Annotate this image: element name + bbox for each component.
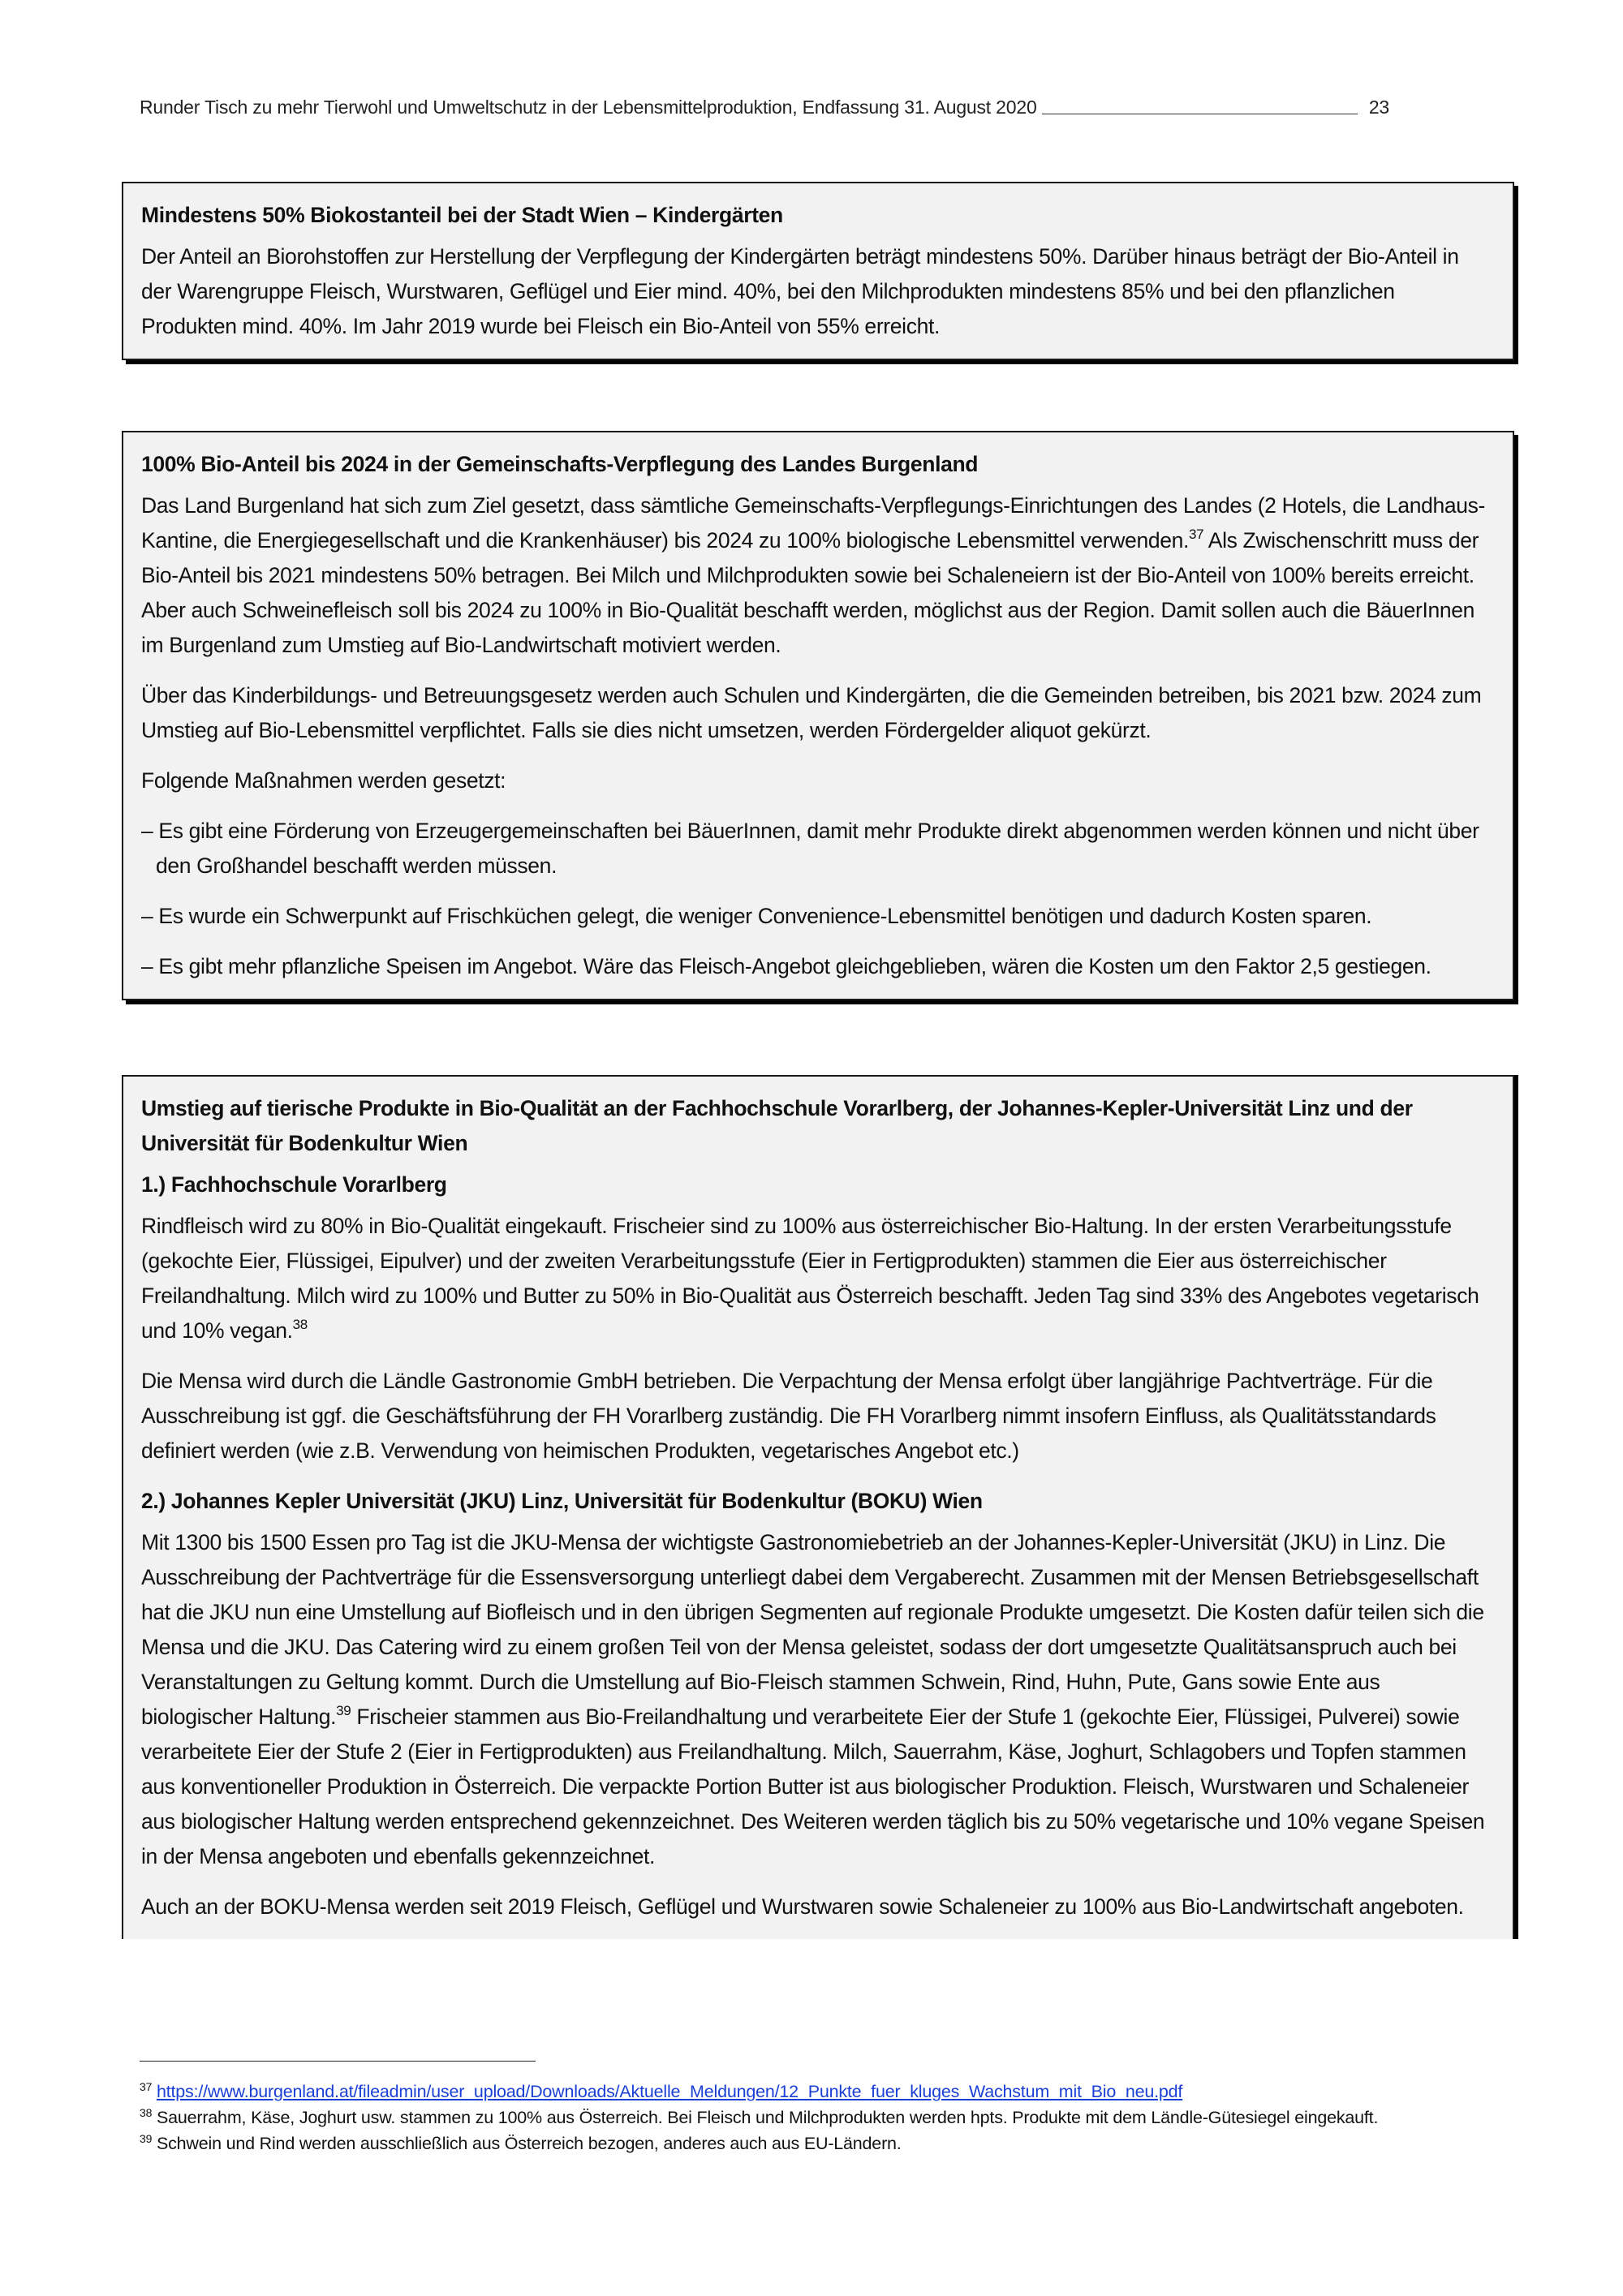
- footnote-ref[interactable]: 38: [292, 1317, 308, 1332]
- section-subheading: 1.) Fachhochschule Vorarlberg: [141, 1172, 447, 1197]
- section-subheading: 2.) Johannes Kepler Universität (JKU) Linz, Universität für Bodenkultur (BOKU) Wien: [141, 1489, 983, 1513]
- footnote-link[interactable]: https://www.burgenland.at/fileadmin/user_upload/Downloads/Aktuelle_Meldungen/12_Punkte_fuer_kluges_Wachstum_mit_Bio_neu.pdf: [156, 2082, 1183, 2101]
- info-box-universities: [122, 1075, 1514, 1939]
- page-header: [140, 91, 1389, 118]
- footnote-item: [140, 2079, 1519, 2105]
- footnote-text: Sauerrahm, Käse, Joghurt usw. stammen zu 100% aus Österreich. Bei Fleisch und Milchprodukten werden hpts. Produkte mit dem Ländle-Gütesiegel eingekauft.: [156, 2108, 1379, 2127]
- footnote-item: [140, 2105, 1519, 2130]
- box-paragraph: [141, 488, 1488, 663]
- footnote-item: [140, 2130, 1519, 2156]
- box-paragraph: Folgende Maßnahmen werden gesetzt:: [141, 768, 506, 793]
- box-paragraph: Über das Kinderbildungs- und Betreuungsgesetz werden auch Schulen und Kindergärten, die die Gemeinden betreiben, bis 2021 bzw. 2024 zum Umstieg auf Bio-Lebensmittel verpflichtet. Falls sie dies nicht umsetzen, werden Fördergelder aliquot gekürzt.: [141, 683, 1482, 742]
- footnotes: [140, 2079, 1519, 2156]
- footnote-text: Schwein und Rind werden ausschließlich aus Österreich bezogen, anderes auch aus EU-Ländern.: [156, 2134, 902, 2153]
- footnote-number: 38: [140, 2106, 153, 2119]
- list-item: – Es wurde ein Schwerpunkt auf Frischküchen gelegt, die weniger Convenience-Lebensmittel benötigen und dadurch Kosten sparen.: [141, 904, 1372, 928]
- paragraph-text: Als Zwischenschritt muss der Bio-Anteil bis 2021 mindestens 50% betragen. Bei Milch und Milchprodukten sowie bei Schaleneiern ist der Bio-Anteil von 100% bereits erreicht. Aber auch Schweinefleisch soll bis 2024 zu 100% in Bio-Qualität beschafft werden, möglichst aus der Region. Damit sollen auch die BäuerInnen im Burgenland zum Umstieg auf Bio-Landwirtschaft motiviert werden.: [141, 528, 1479, 657]
- box-paragraph: [141, 1209, 1488, 1348]
- box-paragraph: [141, 1525, 1488, 1874]
- box-paragraph: Auch an der BOKU-Mensa werden seit 2019 Fleisch, Geflügel und Wurstwaren sowie Schaleneier zu 100% aus Bio-Landwirtschaft angeboten.: [141, 1894, 1464, 1919]
- footnote-number: 39: [140, 2132, 153, 2145]
- info-box-burgenland: [122, 431, 1514, 1000]
- list-item: – Es gibt eine Förderung von Erzeugergemeinschaften bei BäuerInnen, damit mehr Produkte direkt abgenommen werden können und nicht über den Großhandel beschafft werden müssen.: [141, 819, 1479, 878]
- footnote-divider: [140, 2061, 536, 2062]
- footnote-ref[interactable]: 37: [1189, 527, 1204, 542]
- box-paragraph: Der Anteil an Biorohstoffen zur Herstellung der Verpflegung der Kindergärten beträgt mindestens 50%. Darüber hinaus beträgt der Bio-Anteil in der Warengruppe Fleisch, Wurstwaren, Geflügel und Eier mind. 40%, bei den Milchprodukten mindestens 85% und bei den pflanzlichen Produkten mind. 40%. Im Jahr 2019 wurde bei Fleisch ein Bio-Anteil von 55% erreicht.: [141, 244, 1459, 338]
- paragraph-text: Mit 1300 bis 1500 Essen pro Tag ist die JKU-Mensa der wichtigste Gastronomiebetrieb an der Johannes-Kepler-Universität (JKU) in Linz. Die Ausschreibung der Pachtverträge für die Essensversorgung unterliegt dabei dem Vergaberecht. Zusammen mit der Mensen Betriebsgesellschaft hat die JKU nun eine Umstellung auf Biofleisch und in den übrigen Segmenten auf regionale Produkte umgesetzt. Die Kosten dafür teilen sich die Mensa und die JKU. Das Catering wird zu einem großen Teil von der Mensa geleistet, sodass der dort umgesetzte Qualitätsanspruch auch bei Veranstaltungen zu Geltung kommt. Durch die Umstellung auf Bio-Fleisch stammen Schwein, Rind, Huhn, Pute, Gans sowie Ente aus biologischer Haltung.: [141, 1530, 1484, 1729]
- box-paragraph: Die Mensa wird durch die Ländle Gastronomie GmbH betrieben. Die Verpachtung der Mensa erfolgt über langjährige Pachtverträge. Für die Ausschreibung ist ggf. die Geschäftsführung der FH Vorarlberg zuständig. Die FH Vorarlberg nimmt insofern Einfluss, als Qualitätsstandards definiert werden (wie z.B. Verwendung von heimischen Produkten, vegetarisches Angebot etc.): [141, 1369, 1436, 1463]
- document-title: Runder Tisch zu mehr Tierwohl und Umweltschutz in der Lebensmittelproduktion, Endfassung 31. August 2020: [140, 97, 1037, 118]
- paragraph-text: Das Land Burgenland hat sich zum Ziel gesetzt, dass sämtliche Gemeinschafts-Verpflegungs-Einrichtungen des Landes (2 Hotels, die Landhaus-Kantine, die Energiegesellschaft und die Krankenhäuser) bis 2024 zu 100% biologische Lebensmittel verwenden.: [141, 493, 1486, 553]
- box-heading: Mindestens 50% Biokostanteil bei der Stadt Wien – Kindergärten: [141, 203, 783, 227]
- box-heading: Umstieg auf tierische Produkte in Bio-Qualität an der Fachhochschule Vorarlberg, der Johannes-Kepler-Universität Linz und der Universität für Bodenkultur Wien: [141, 1096, 1413, 1155]
- footnote-ref[interactable]: 39: [336, 1703, 351, 1718]
- paragraph-text: Rindfleisch wird zu 80% in Bio-Qualität eingekauft. Frischeier sind zu 100% aus österreichischer Bio-Haltung. In der ersten Verarbeitungsstufe (gekochte Eier, Flüssigei, Eipulver) und der zweiten Verarbeitungsstufe (Eier in Fertigprodukten) stammen die Eier aus österreichischer Freilandhaltung. Milch wird zu 100% und Butter zu 50% in Bio-Qualität aus Österreich beschafft. Jeden Tag sind 33% des Angebotes vegetarisch und 10% vegan.: [141, 1214, 1479, 1343]
- paragraph-text: Frischeier stammen aus Bio-Freilandhaltung und verarbeitete Eier der Stufe 1 (gekochte Eier, Flüssigei, Pulverei) sowie verarbeitete Eier der Stufe 2 (Eier in Fertigprodukten) aus Freilandhaltung. Milch, Sauerrahm, Käse, Joghurt, Schlagobers und Topfen stammen aus konventioneller Produktion in Österreich. Die verpackte Portion Butter ist aus biologischer Produktion. Fleisch, Wurstwaren und Schaleneier aus biologischer Haltung werden entsprechend gekennzeichnet. Des Weiteren werden täglich bis zu 50% vegetarische und 10% vegane Speisen in der Mensa angeboten und ebenfalls gekennzeichnet.: [141, 1705, 1485, 1868]
- list-item: – Es gibt mehr pflanzliche Speisen im Angebot. Wäre das Fleisch-Angebot gleichgeblieben, wären die Kosten um den Faktor 2,5 gestiegen.: [141, 954, 1431, 978]
- footnote-number: 37: [140, 2080, 153, 2093]
- page-number: 23: [1368, 97, 1389, 118]
- info-box-kindergarten: [122, 182, 1514, 360]
- box-heading: 100% Bio-Anteil bis 2024 in der Gemeinschafts-Verpflegung des Landes Burgenland: [141, 452, 979, 476]
